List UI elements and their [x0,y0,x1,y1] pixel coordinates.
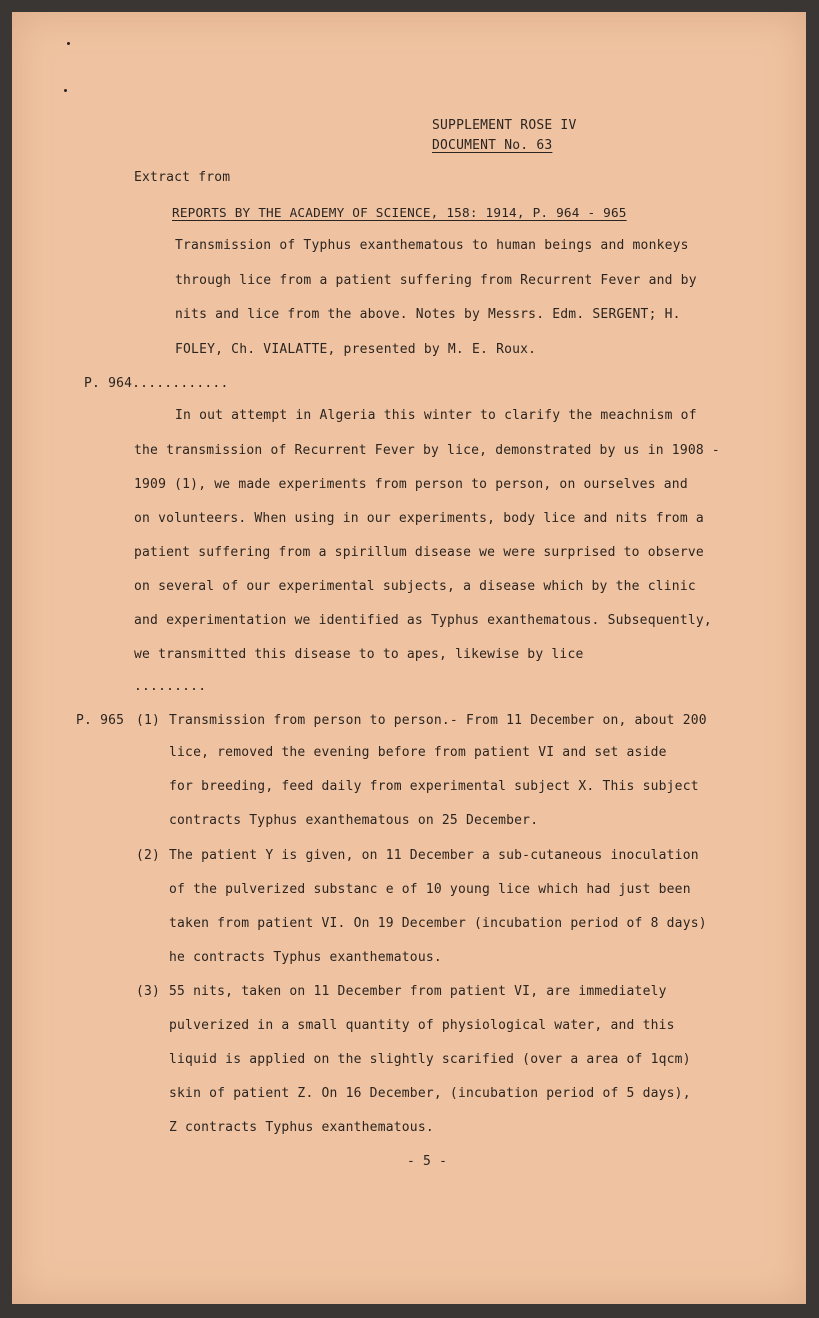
item-line: pulverized in a small quantity of physiological water, and this [169,1018,675,1033]
speck [64,89,67,92]
intro-line: 1909 (1), we made experiments from person to person, on ourselves and [134,477,688,492]
source-title: REPORTS BY THE ACADEMY OF SCIENCE, 158: 1914, P. 964 - 965 [172,205,627,220]
item-line: skin of patient Z. On 16 December, (incubation period of 5 days), [169,1086,691,1101]
intro-line: the transmission of Recurrent Fever by lice, demonstrated by us in 1908 - [134,443,720,458]
ellipsis: ......... [134,679,207,694]
page-number: - 5 - [407,1154,448,1169]
extract-from: Extract from [134,170,231,185]
intro-line: on volunteers. When using in our experiments, body lice and nits from a [134,511,704,526]
item-line: 55 nits, taken on 11 December from patient VI, are immediately [169,984,667,999]
subtitle-line: through lice from a patient suffering from Recurrent Fever and by [175,273,697,288]
intro-line: on several of our experimental subjects, a disease which by the clinic [134,579,696,594]
item-line: liquid is applied on the slightly scarified (over a area of 1qcm) [169,1052,691,1067]
page-reference-964: P. 964............ [84,376,229,391]
item-number: (3) [136,984,161,999]
item-line: he contracts Typhus exanthematous. [169,950,442,965]
subtitle-line: Transmission of Typhus exanthematous to human beings and monkeys [175,238,689,253]
subtitle-line: FOLEY, Ch. VIALATTE, presented by M. E. Roux. [175,342,537,357]
item-line: of the pulverized substanc e of 10 young lice which had just been [169,882,691,897]
item-line: contracts Typhus exanthematous on 25 December. [169,813,539,828]
document-number: DOCUMENT No. 63 [432,138,553,153]
intro-line: we transmitted this disease to to apes, likewise by lice [134,647,584,662]
item-number: (2) [136,848,161,863]
page-reference-965: P. 965 [76,713,125,728]
item-line: for breeding, feed daily from experimental subject X. This subject [169,779,699,794]
speck [67,42,70,45]
supplement-label: SUPPLEMENT ROSE IV [432,118,577,133]
document-page [12,12,806,1304]
item-line: Transmission from person to person.- From 11 December on, about 200 [169,713,707,728]
item-line: taken from patient VI. On 19 December (incubation period of 8 days) [169,916,707,931]
item-line: Z contracts Typhus exanthematous. [169,1120,434,1135]
subtitle-line: nits and lice from the above. Notes by Messrs. Edm. SERGENT; H. [175,307,681,322]
item-line: The patient Y is given, on 11 December a sub-cutaneous inoculation [169,848,699,863]
item-number: (1) [136,713,161,728]
intro-line: In out attempt in Algeria this winter to clarify the meachnism of [175,408,697,423]
intro-line: patient suffering from a spirillum disease we were surprised to observe [134,545,704,560]
item-line: lice, removed the evening before from patient VI and set aside [169,745,667,760]
intro-line: and experimentation we identified as Typhus exanthematous. Subsequently, [134,613,712,628]
